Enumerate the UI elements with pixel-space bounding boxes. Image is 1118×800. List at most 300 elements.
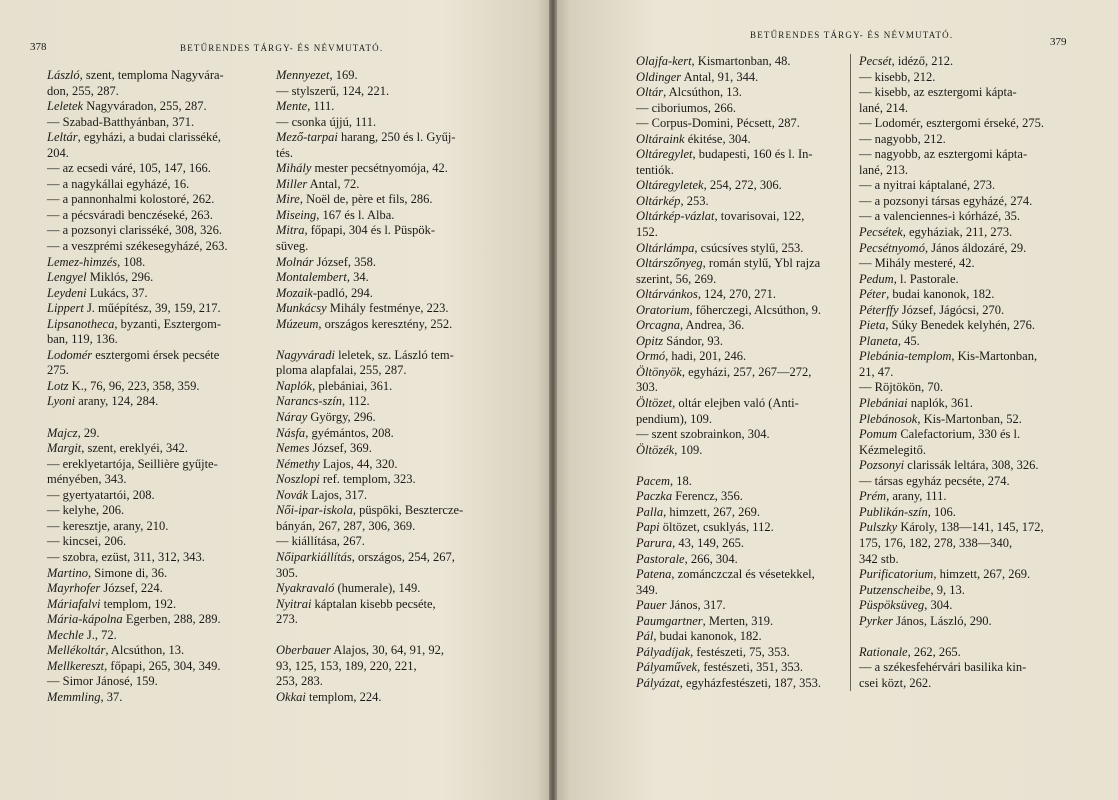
entry-text: , Simone di, 36. (87, 565, 168, 580)
entry-text: , budai kanonok, 182. (886, 287, 995, 302)
entry-keyword: Oratorium (636, 302, 690, 317)
entry-keyword: Orcagna (636, 318, 680, 333)
entry-text: Károly, 138—141, 145, 172, (897, 520, 1044, 535)
index-column-right-1 (636, 54, 847, 691)
entry-keyword: Pastorale (636, 551, 685, 566)
index-entry (636, 101, 847, 117)
index-entry (47, 84, 269, 100)
index-entry (47, 379, 269, 395)
entry-keyword: Lemez-himzés (47, 254, 118, 269)
entry-text: naplók, 361. (907, 396, 973, 411)
entry-text: , festészeti, 351, 353. (697, 660, 803, 675)
entry-text: bányán, 267, 287, 306, 369. (276, 518, 416, 533)
entry-keyword: Leletek (47, 99, 84, 114)
index-entry (859, 147, 1071, 163)
entry-text: clarissák leltára, 308, 326. (904, 458, 1039, 473)
index-entry (859, 583, 1071, 599)
entry-text: 275. (47, 363, 69, 378)
entry-keyword: Öltözet (636, 396, 673, 411)
entry-text: — csonka újjú, 111. (276, 114, 377, 129)
entry-keyword: Oltárvánkos (636, 287, 698, 302)
index-entry (47, 99, 269, 115)
entry-keyword: Purificatorium (859, 567, 934, 582)
index-entry (636, 116, 847, 132)
entry-text: — kisebb, 212. (859, 69, 936, 84)
index-entry (859, 396, 1071, 412)
index-entry (636, 660, 847, 676)
entry-text: , 266, 304. (684, 551, 738, 566)
index-entry (859, 520, 1071, 536)
entry-text: Lajos, 317. (307, 487, 367, 502)
index-entry (859, 178, 1071, 194)
entry-keyword: Pályadíjak (636, 644, 691, 659)
entry-text: , országos, 254, 267, (351, 549, 455, 564)
index-entry (859, 225, 1071, 241)
entry-keyword: Mozaik (276, 285, 313, 300)
entry-keyword: Pecsétnyomó (859, 240, 925, 255)
entry-text: K., 76, 96, 223, 358, 359. (68, 378, 200, 393)
entry-text: Sándor, 93. (663, 333, 724, 348)
index-entry (636, 567, 847, 583)
entry-keyword: Lyoni (47, 394, 76, 409)
entry-text: , himzett, 267, 269. (663, 504, 760, 519)
entry-text: , budapesti, 160 és l. In- (692, 147, 813, 162)
entry-keyword: Miseing (276, 207, 317, 222)
entry-text: , zománczczal és vésetekkel, (671, 567, 815, 582)
index-entry (636, 225, 847, 241)
entry-keyword: Leydeni (47, 285, 87, 300)
entry-keyword: Palla (636, 504, 664, 519)
entry-text: — Röjtökön, 70. (859, 380, 944, 395)
index-entry (276, 643, 508, 659)
entry-text: József, 224. (100, 581, 163, 596)
index-entry (276, 379, 508, 395)
index-entry (47, 441, 269, 457)
index-entry (636, 287, 847, 303)
entry-text: , 9, 13. (930, 582, 965, 597)
entry-text: 303. (636, 380, 658, 395)
entry-text: , Alcsúthon, 13. (105, 643, 185, 658)
entry-text: , hadi, 201, 246. (665, 349, 747, 364)
entry-keyword: Nyitrai (276, 596, 312, 611)
entry-keyword: Prém (859, 489, 887, 504)
entry-text: , 124, 270, 271. (697, 287, 776, 302)
entry-text: , 112. (341, 394, 370, 409)
entry-keyword: Martino (47, 565, 88, 580)
entry-keyword: Opitz (636, 333, 664, 348)
entry-text: , 18. (670, 473, 692, 488)
index-entry (636, 412, 847, 428)
entry-text: Mihály festménye, 223. (326, 301, 449, 316)
index-entry (47, 255, 269, 271)
entry-text: József, 369. (309, 441, 372, 456)
entry-keyword: Okkai (276, 689, 306, 704)
entry-text: esztergomi érsek pecséte (92, 347, 220, 362)
index-entry (276, 659, 508, 675)
entry-text: , 34. (346, 270, 369, 285)
index-entry (636, 520, 847, 536)
entry-keyword: Pályaművek (636, 660, 698, 675)
index-entry (859, 241, 1071, 257)
entry-keyword: Nőiparkiállítás (276, 549, 352, 564)
index-column-right-2 (850, 54, 1071, 691)
entry-text: , főherczegi, Alcsúthon, 9. (689, 302, 822, 317)
entry-keyword: Oldinger (636, 69, 682, 84)
entry-text: 21, 47. (859, 364, 894, 379)
entry-keyword: Múzeum (276, 316, 319, 331)
entry-keyword: Lengyel (47, 270, 87, 285)
index-entry (859, 54, 1071, 70)
entry-keyword: Plebániai (859, 396, 908, 411)
entry-keyword: Noszlopi (276, 472, 320, 487)
entry-text: mester pecsétnyomója, 42. (311, 161, 448, 176)
entry-keyword: Paumgartner (636, 613, 703, 628)
index-entry (636, 427, 847, 443)
entry-text: , arany, 111. (886, 489, 947, 504)
entry-text: — szent szobrainkon, 304. (636, 427, 770, 442)
left-page (0, 0, 553, 800)
entry-text: , 167 és l. Alba. (316, 207, 395, 222)
index-entry (47, 566, 269, 582)
index-entry (636, 365, 847, 381)
entry-text: — a pozsonyi társas egyházé, 274. (859, 193, 1033, 208)
entry-text: — az ecsedi váré, 105, 147, 166. (47, 161, 211, 176)
entry-keyword: Oltárkép (636, 193, 681, 208)
index-entry (859, 194, 1071, 210)
index-entry (859, 443, 1071, 459)
entry-keyword: Oltár (636, 85, 664, 100)
index-entry (47, 628, 269, 644)
index-entry (47, 177, 269, 193)
entry-text: — kincsei, 206. (47, 534, 127, 549)
index-entry (47, 146, 269, 162)
entry-keyword: Mellékoltár (47, 643, 106, 658)
entry-keyword: Miller (276, 176, 308, 191)
index-entry (47, 192, 269, 208)
index-entry (47, 612, 269, 628)
index-entry (636, 349, 847, 365)
entry-text: Antal, 91, 344. (681, 69, 759, 84)
entry-text: ékitése, 304. (684, 131, 751, 146)
index-entry (47, 597, 269, 613)
index-entry (636, 70, 847, 86)
index-entry (859, 365, 1071, 381)
entry-text: -padló, 294. (312, 285, 373, 300)
entry-text: — kiállítása, 267. (276, 534, 365, 549)
index-entry (636, 443, 847, 459)
index-entry (859, 85, 1071, 101)
index-entry (276, 612, 508, 628)
entry-keyword: Oltáraink (636, 131, 685, 146)
index-column-left-2 (276, 68, 508, 705)
entry-keyword: Montalembert (276, 270, 347, 285)
index-entry (636, 147, 847, 163)
index-entry (636, 334, 847, 350)
entry-text: , főpapi, 304 és l. Püspök- (304, 223, 436, 238)
entry-text: 253, 283. (276, 674, 323, 689)
index-entry (276, 99, 508, 115)
entry-keyword: Nyakravaló (276, 581, 335, 596)
entry-text: , 304. (924, 598, 953, 613)
entry-text: 273. (276, 612, 298, 627)
entry-text: , Kismartonban, 48. (691, 54, 791, 68)
entry-keyword: Putzenscheibe (859, 582, 931, 597)
index-column-left-1 (47, 68, 269, 705)
index-entry (47, 581, 269, 597)
index-entry (636, 474, 847, 490)
entry-text: harang, 250 és l. Gyűj- (337, 130, 456, 145)
entry-text: — szobra, ezüst, 311, 312, 343. (47, 549, 205, 564)
index-entry (636, 194, 847, 210)
entry-text: 93, 125, 153, 189, 220, 221, (276, 658, 417, 673)
index-entry (859, 380, 1071, 396)
index-entry (859, 660, 1071, 676)
entry-keyword: Novák (276, 487, 308, 502)
entry-keyword: Öltözék (636, 442, 675, 457)
page-number: 379 (1050, 36, 1067, 48)
entry-keyword: Püspöksüveg (859, 598, 925, 613)
entry-text: , idéző, 212. (891, 54, 954, 68)
entry-text: lané, 213. (859, 162, 908, 177)
entry-text: , 108. (117, 254, 146, 269)
index-entry (859, 272, 1071, 288)
entry-text: — a nyitrai káptalané, 273. (859, 178, 996, 193)
entry-text: , 253. (680, 193, 709, 208)
index-entry (859, 287, 1071, 303)
entry-text: — kisebb, az esztergomi kápta- (859, 85, 1017, 100)
entry-text: Ferencz, 356. (672, 489, 743, 504)
index-entry (859, 70, 1071, 86)
entry-keyword: Majcz (47, 425, 78, 440)
entry-text: ményében, 343. (47, 472, 127, 487)
index-entry (276, 115, 508, 131)
entry-text: — ciboriumos, 266. (636, 100, 736, 115)
index-entry (276, 208, 508, 224)
index-entry (636, 598, 847, 614)
index-entry (636, 85, 847, 101)
entry-keyword: Molnár (276, 254, 314, 269)
index-entry (47, 130, 269, 146)
entry-text: József, Jágócsi, 270. (898, 302, 1005, 317)
index-entry (636, 536, 847, 552)
entry-text: , 111. (307, 99, 335, 114)
index-entry (276, 146, 508, 162)
entry-text: — a pécsváradi benczéseké, 263. (47, 207, 213, 222)
entry-keyword: Pecsétek (859, 225, 903, 240)
entry-text: , Kis-Martonban, 52. (917, 411, 1022, 426)
index-entry (859, 458, 1071, 474)
index-entry (47, 301, 269, 317)
index-entry (47, 223, 269, 239)
entry-keyword: Öltönyök (636, 364, 682, 379)
entry-keyword: Nagyváradi (276, 347, 336, 362)
entry-text: — ereklyetartója, Seillière gyűjte- (47, 456, 218, 471)
entry-keyword: Mire (276, 192, 300, 207)
entry-text: , Merten, 319. (702, 613, 774, 628)
entry-text: , himzett, 267, 269. (933, 567, 1031, 582)
entry-text: , byzanti, Esztergom- (114, 316, 222, 331)
entry-keyword: Péterffy (859, 302, 899, 317)
entry-text: , püspöki, Beszterczе- (352, 503, 464, 518)
index-entry (636, 629, 847, 645)
entry-text: — a valenciennes-i kórházé, 35. (859, 209, 1021, 224)
index-entry (47, 317, 269, 333)
index-entry (276, 550, 508, 566)
index-entry (859, 256, 1071, 272)
entry-keyword: Pedum (859, 271, 894, 286)
entry-keyword: Mellkereszt (47, 658, 105, 673)
entry-text: 305. (276, 565, 298, 580)
section-gap (47, 410, 269, 426)
entry-text: , Alcsúthon, 13. (663, 85, 742, 100)
index-entry (47, 534, 269, 550)
index-entry (859, 676, 1071, 692)
index-entry (859, 303, 1071, 319)
index-entry (636, 303, 847, 319)
index-entry (859, 552, 1071, 568)
index-entry (276, 674, 508, 690)
entry-text: , Kis-Martonban, (951, 349, 1038, 364)
index-entry (276, 239, 508, 255)
entry-text: , 29. (77, 425, 100, 440)
entry-keyword: Pauer (636, 598, 667, 613)
entry-text: tentiók. (636, 162, 674, 177)
index-entry (276, 690, 508, 706)
entry-text: , 254, 272, 306. (703, 178, 782, 193)
index-entry (859, 598, 1071, 614)
index-entry (859, 489, 1071, 505)
index-entry (636, 209, 847, 225)
index-entry (47, 488, 269, 504)
entry-text: — nagyobb, az esztergomi kápta- (859, 147, 1028, 162)
entry-text: , 37. (100, 689, 123, 704)
index-entry (276, 410, 508, 426)
section-gap (276, 332, 508, 348)
entry-text: , plebániai, 361. (312, 378, 393, 393)
entry-keyword: Parura (636, 535, 673, 550)
index-entry (276, 488, 508, 504)
entry-keyword: Rationale (859, 644, 908, 659)
entry-keyword: Papi (636, 520, 660, 535)
entry-keyword: Mennyezet (276, 68, 330, 82)
entry-text: , szent, temploma Nagyvára- (79, 68, 224, 82)
entry-text: 349. (636, 582, 658, 597)
running-header: BETŰRENDES TÁRGY- ÉS NÉVMUTATÓ. (180, 43, 384, 53)
index-entry (276, 286, 508, 302)
index-entry (636, 505, 847, 521)
entry-text: , egyházi, 257, 267—272, (681, 364, 812, 379)
entry-text: , 45. (897, 333, 920, 348)
index-entry (47, 332, 269, 348)
entry-text: György, 296. (307, 410, 376, 425)
index-entry (636, 54, 847, 70)
entry-keyword: Péter (859, 287, 887, 302)
index-entry (859, 132, 1071, 148)
entry-keyword: Lotz (47, 378, 69, 393)
entry-text: , országos keresztény, 252. (318, 316, 453, 331)
index-entry (276, 161, 508, 177)
index-entry (636, 645, 847, 661)
entry-keyword: Oltáregyletek (636, 178, 704, 193)
entry-keyword: Oltárszőnyeg (636, 256, 703, 271)
entry-text: — Mihály mesteré, 42. (859, 256, 975, 271)
entry-keyword: Máriafalvi (47, 596, 101, 611)
index-entry (47, 519, 269, 535)
entry-text: Lukács, 37. (86, 285, 148, 300)
index-entry (859, 427, 1071, 443)
entry-text: , Noël de, père et fils, 286. (299, 192, 433, 207)
entry-text: , oltár elejben való (Anti- (672, 396, 799, 411)
entry-text: (humerale), 149. (334, 581, 421, 596)
index-entry (47, 659, 269, 675)
entry-text: Calefactorium, 330 és l. (897, 427, 1021, 442)
index-entry (276, 394, 508, 410)
entry-text: , román stylű, Ybl rajza (702, 256, 821, 271)
entry-text: káptalan kisebb pecséte, (311, 596, 436, 611)
index-entry (636, 318, 847, 334)
entry-keyword: Olajfa-kert (636, 54, 692, 68)
entry-keyword: Pyrker (859, 613, 894, 628)
entry-keyword: Leltár (47, 130, 78, 145)
index-entry (276, 457, 508, 473)
entry-keyword: Mihály (276, 161, 312, 176)
entry-keyword: Mente (276, 99, 308, 114)
entry-keyword: Női-ipar-iskola (276, 503, 353, 518)
index-entry (276, 301, 508, 317)
entry-text: , János áldozáré, 29. (924, 240, 1027, 255)
entry-text: János, 317. (666, 598, 726, 613)
entry-text: — a veszprémi székesegyházé, 263. (47, 239, 228, 254)
index-entry (859, 349, 1071, 365)
index-entry (859, 163, 1071, 179)
index-entry (859, 505, 1071, 521)
index-entry (636, 614, 847, 630)
index-entry (636, 380, 847, 396)
entry-keyword: Plebánia-templom (859, 349, 952, 364)
index-entry (276, 130, 508, 146)
entry-text: , gyémántos, 208. (305, 425, 394, 440)
entry-keyword: Narancs-szín (276, 394, 342, 409)
index-entry (276, 84, 508, 100)
index-entry (859, 318, 1071, 334)
entry-text: — stylszerű, 124, 221. (276, 83, 390, 98)
index-entry (859, 116, 1071, 132)
entry-keyword: Plebánosok (859, 411, 918, 426)
entry-keyword: Pieta (859, 318, 886, 333)
entry-text: Egerben, 288, 289. (122, 612, 221, 627)
index-entry (47, 503, 269, 519)
entry-keyword: Mechle (47, 627, 84, 642)
entry-text: pendium), 109. (636, 411, 713, 426)
entry-text: , l. Pastorale. (893, 271, 959, 286)
entry-keyword: Násfa (276, 425, 306, 440)
running-header: BETŰRENDES TÁRGY- ÉS NÉVMUTATÓ. (750, 30, 954, 40)
entry-text: János, László, 290. (893, 613, 992, 628)
entry-text: Kézmelegitő. (859, 442, 926, 457)
index-entry (47, 270, 269, 286)
entry-text: József, 358. (313, 254, 376, 269)
entry-keyword: Mező-tarpai (276, 130, 338, 145)
index-entry (47, 674, 269, 690)
entry-text: — a pannonhalmi kolostoré, 262. (47, 192, 215, 207)
page-number: 378 (30, 41, 47, 53)
entry-text: 342 stb. (859, 551, 899, 566)
entry-text: — a nagykállai egyházé, 16. (47, 176, 190, 191)
index-entry (276, 519, 508, 535)
index-entry (276, 223, 508, 239)
index-entry (47, 161, 269, 177)
index-entry (276, 255, 508, 271)
